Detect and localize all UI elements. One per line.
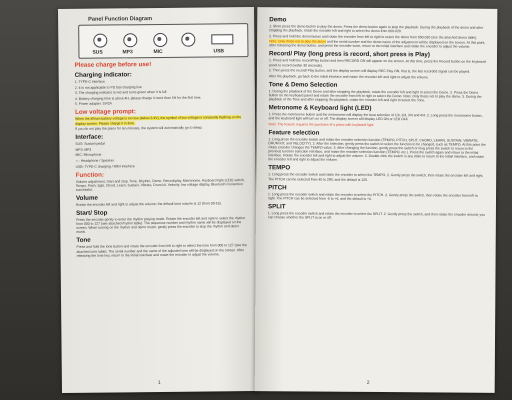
usb-port-icon — [211, 34, 233, 44]
function-heading: Function: — [75, 171, 104, 179]
tempo-text: 1. Long press the encoder switch and rotate the encoder to select the TEMPO. 2. Gently press the switch, then rotate the encoder left and right. The PITCH can be selected from 40 to 280, and the default is 120. — [268, 172, 484, 182]
pitch-text: 1. Long press the encoder switch and rotate the encoder to select the PITCH. 2. Gently press the switch, then rotate the encoder from left to right. The PITCH can be selected from -6 to +6, and the default is +0. — [267, 191, 478, 201]
demo-text: 1. Short press the demo button to play the demo. Press the demo button again to stop the playback. During the playback of the demo and after stopping the playback, rotate the encoder left and right to select the demo from 000-020. — [269, 24, 484, 34]
page-number-1: 1 — [157, 379, 161, 387]
demo-text: 2. Press and hold the demo button and rotate the encoder from left to right to select the demo from 000-020 (see the attached demo table). — [269, 33, 478, 40]
demo-text: and the serial number and the demo name of the adjustment will be displayed on the screen. At this point, after releasing the demo button, and press the encoder twice, return to the initial interface and rotate the encoder to adjust the volume. — [269, 39, 486, 50]
record-heading: Record/ Play (long press is record, short press is Play) — [268, 50, 430, 59]
port-label-sus: SUS — [92, 49, 103, 56]
lowvolt-text: When the lithium battery voltage is too low (below 3.4V), the symbol of low voltage is constantly flashing on the display screen. Please charge it in time. — [75, 115, 242, 126]
page-number-2: 2 — [366, 379, 370, 386]
tempo-heading: TEMPO — [268, 164, 291, 172]
feature-heading: Feature selection — [268, 129, 320, 137]
interface-line: MP3: MP3 — [75, 147, 92, 152]
interface-line: SUS: Sustain pedal — [75, 141, 105, 147]
metronome-heading: Metronome & Keyboard light (LED) — [268, 104, 372, 113]
sus-port-icon — [93, 34, 107, 48]
lowvolt-heading: Low voltage prompt: — [75, 108, 136, 117]
charging-line: 1. TYPE-C interface — [74, 79, 105, 84]
interface-line: USB: TYPE-C charging / MIDI interface — [75, 163, 135, 169]
lowvolt-note: If you do not play the piano for ten minutes, the system will automatically go to sleep. — [75, 125, 203, 132]
split-heading: SPLIT — [267, 203, 286, 211]
metronome-note: Note: The feature requires the purchase of a piano with keyboard light — [268, 122, 374, 127]
demo-note: Note: Only those not to play the demo — [269, 39, 327, 44]
tone-text: Press and hold the tone button and rotate the encoder from left to right to select the tone from 000 to 127 (see the attached tone table). The serial number and the name of the adjusted tone will be displayed on the screen. After releasing the tone key, return to the initial interface and rotate the encoder to adjust the volume. — [76, 243, 247, 258]
panel-diagram — [78, 23, 248, 59]
manual-page-2 — [255, 7, 498, 393]
headphone-port-icon — [181, 33, 195, 47]
mp3-port-icon — [123, 33, 137, 47]
startstop-heading: Start/ Stop — [76, 209, 108, 217]
interface-line: ∩ : Headphone / Speaker — [75, 158, 114, 163]
port-label-usb: USB — [213, 48, 225, 55]
metronome-text: 1. Press the metronome button and the metronome will display the beat selection of 1/4, 2/4, 3/4 and 4/4. 2. Long press the metronome button, and the keyboard light will turn on or off. The display screen will display LED ON or LED OFF. — [268, 112, 483, 122]
charge-heading: Please charge before use! — [74, 61, 152, 69]
mic-port-icon — [153, 33, 167, 47]
interface-heading: Interface: — [75, 133, 104, 142]
split-text: 1. Long press the encoder switch and rotate the encoder to select the SPLIT. 2. Gently press the switch, and then rotate the encoder around; you can choose whether the SPLIT is on or off. — [267, 211, 486, 220]
demo-heading: Demo — [269, 16, 287, 24]
charging-heading: Charging indicator: — [74, 71, 132, 79]
pitch-heading: PITCH — [268, 183, 287, 192]
port-label-mp3: MP3 — [122, 49, 133, 56]
feature-text: 1. Long press the encoder switch and rotate the encoder selection function (TEMPO, PITCH, SPLIT, CHORD, LEARN, SUSTAIN, VIBRATE, DRUM KIT, and VELOCITY). 2. After the selection, gently press the switch to select the function to be changed, such as TEMPO. At this point the rotary encoder changes the TEMPO value. 3. After changing the function, gently press the switch or long press the switch to return to the previous function selection interface, and rotate the encoder selection function (TEMPO, etc.). Press the switch again and return to the initial interface. Rotate the encoder left and right to adjust the volume. 4. Double-click the switch in any state to return to the initial interface, and rotate the encoder left and right to adjust the volume. — [268, 137, 486, 163]
tonedemo-text: 1. During the playback of the Demo and after stopping the playback, rotate the encoder left and right to select the Demo. 2. Press the Demo button on the keyboard panel and rotate the encoder from left to right to select the Demo. Note: Only those not to play the demo. 3. During the playback of the Tone and after stopping the playback, rotate the encoder left and right to select the Tone. — [268, 89, 482, 103]
charging-line: 4. Battery charging time is about 4H, please charge it more than 5H for the first time — [74, 95, 201, 101]
volume-heading: Volume — [75, 194, 98, 202]
record-text: 2. Then press the record/ Play button, and the display screen will display REC Play ON, that is, the last recorded signal can be played. — [268, 68, 471, 74]
function-text: Volume adjustment, Start and stop, Tone, Rhythm, Demo, Record/play, Metronome, Keyboard light (LED) switch, Tempo, Pitch, Split, Chord, Learn, Sustain, Vibrato, Drum kit, Velocity, low voltage display, Bluetooth connection successful. — [75, 177, 245, 192]
startstop-text: Press the encoder gently to enter the rhythm playing mode. Rotate the encoder left and right to select the rhythm from 000 to 127 (see attached rhythm table). The sequence number and rhythm name will be displayed on the screen. When turning on the rhythm and demo music, gently press the encoder to stop the rhythm and demo music. — [76, 216, 246, 235]
charging-line: 3. The charging indicator is red and turns green when it is full — [74, 90, 167, 96]
port-label-mic: MIC — [153, 48, 163, 56]
record-text: After the playback, go back to the initial interface and rotate the encoder left and right to adjust the volume. — [268, 73, 429, 80]
manual-page-1 — [58, 7, 258, 393]
charging-line: 5. Power adapter: 5V/2A — [74, 101, 112, 107]
tonedemo-heading: Tone & Demo Selection — [268, 81, 338, 89]
diagram-title: Panel Function Diagram — [88, 16, 153, 23]
tone-heading: Tone — [76, 237, 91, 245]
volume-text: Rotate the encoder left and right to adjust the volume; the default boot volume is 12 (from 00-16). — [76, 201, 222, 207]
interface-line: MIC: Microphone — [75, 153, 102, 158]
record-text: 1. Press and hold the record/Play button and then RECORD ON will appear on the screen. At this time, press the Record button on the keyboard panel to record (within 30 seconds). — [268, 58, 486, 68]
charging-line: 2. It is not applicable to PD fast charging line — [74, 84, 142, 90]
